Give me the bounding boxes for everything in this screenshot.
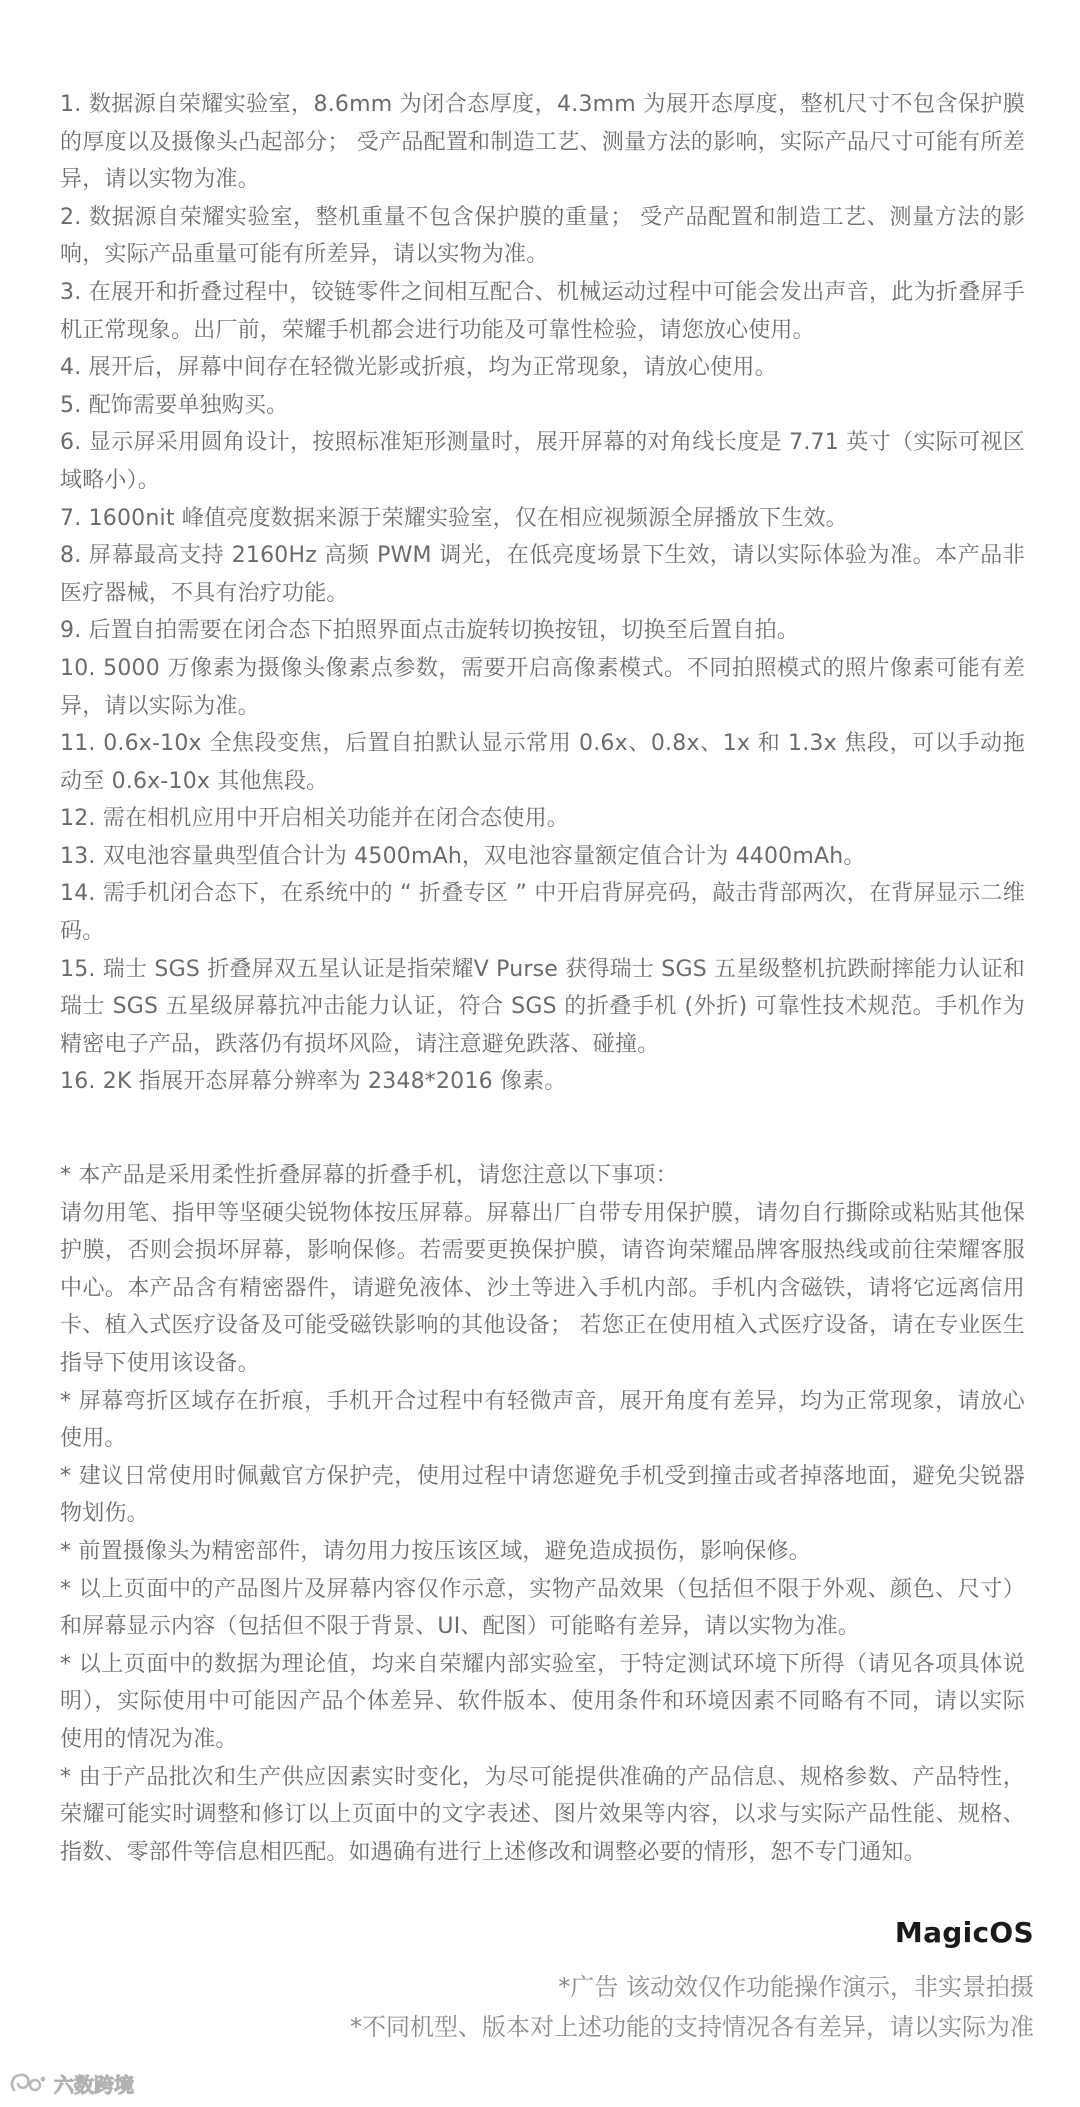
note-item: 5. 配饰需要单独购买。 xyxy=(60,392,289,418)
numbered-notes xyxy=(60,86,1025,1101)
precautions-section xyxy=(60,1157,1025,1871)
precaution-item: * 建议日常使用时佩戴官方保护壳，使用过程中请您避免手机受到撞击或者掉落地面，避免尖锐器物划伤。 xyxy=(60,1463,1025,1527)
support-notice: *不同机型、版本对上述功能的支持情况各有差异，请以实际为准 xyxy=(350,2013,1034,2041)
note-item: 6. 显示屏采用圆角设计，按照标准矩形测量时，展开屏幕的对角线长度是 7.71 英寸（实际可视区域略小）。 xyxy=(60,430,1025,493)
watermark xyxy=(8,2068,134,2098)
note-item: 8. 屏幕最高支持 2160Hz 高频 PWM 调光，在低亮度场景下生效，请以实际体验为准。本产品非医疗器械，不具有治疗功能。 xyxy=(60,543,1025,606)
footer-disclaimers xyxy=(350,1967,1034,2047)
precaution-item: * 以上页面中的数据为理论值，均来自荣耀内部实验室，于特定测试环境下所得（请见各项具体说明），实际使用中可能因产品个体差异、软件版本、使用条件和环境因素不同略有不同，请以实际使用的情况为准。 xyxy=(60,1651,1025,1752)
note-item: 4. 展开后，屏幕中间存在轻微光影或折痕，均为正常现象，请放心使用。 xyxy=(60,355,777,381)
precaution-item: * 前置摄像头为精密部件，请勿用力按压该区域，避免造成损伤，影响保修。 xyxy=(60,1538,811,1564)
disclaimer-content xyxy=(60,86,1025,1871)
precaution-item: * 由于产品批次和生产供应因素实时变化，为尽可能提供准确的产品信息、规格参数、产品特性，荣耀可能实时调整和修订以上页面中的文字表述、图片效果等内容，以求与实际产品性能、规格、指数、零部件等信息相匹配。如遇确有进行上述修改和调整必要的情形，恕不专门通知。 xyxy=(60,1764,1025,1865)
note-item: 15. 瑞士 SGS 折叠屏双五星认证是指荣耀V Purse 获得瑞士 SGS 五星级整机抗跌耐摔能力认证和瑞士 SGS 五星级屏幕抗冲击能力认证，符合 SGS 的折叠手机 (外折) 可靠性技术规范。手机作为精密电子产品，跌落仍有损坏风险，请注意避免跌落、碰撞。 xyxy=(60,956,1025,1057)
note-item: 12. 需在相机应用中开启相关功能并在闭合态使用。 xyxy=(60,806,569,832)
precaution-item: * 屏幕弯折区域存在折痕，手机开合过程中有轻微声音，展开角度有差异，均为正常现象，请放心使用。 xyxy=(60,1388,1025,1452)
note-item: 3. 在展开和折叠过程中，铰链零件之间相互配合、机械运动过程中可能会发出声音，此为折叠屏手机正常现象。出厂前，荣耀手机都会进行功能及可靠性检验，请您放心使用。 xyxy=(60,279,1025,343)
note-item: 11. 0.6x-10x 全焦段变焦，后置自拍默认显示常用 0.6x、0.8x、1x 和 1.3x 焦段，可以手动拖动至 0.6x-10x 其他焦段。 xyxy=(60,731,1025,794)
note-item: 10. 5000 万像素为摄像头像素点参数，需要开启高像素模式。不同拍照模式的照片像素可能有差异，请以实际为准。 xyxy=(60,655,1025,719)
ad-notice: *广告 该动效仅作功能操作演示，非实景拍摄 xyxy=(558,1973,1034,2001)
note-item: 16. 2K 指展开态屏幕分辨率为 2348*2016 像素。 xyxy=(60,1069,567,1095)
precaution-heading: * 本产品是采用柔性折叠屏幕的折叠手机，请您注意以下事项： xyxy=(60,1163,678,1189)
note-item: 14. 需手机闭合态下，在系统中的 “ 折叠专区 ” 中开启背屏亮码，敲击背部两次，在背屏显示二维码。 xyxy=(60,881,1025,945)
note-item: 9. 后置自拍需要在闭合态下拍照界面点击旋转切换按钮，切换至后置自拍。 xyxy=(60,618,799,644)
magicos-logo: MagicOS xyxy=(894,1916,1034,1949)
watermark-logo-icon xyxy=(8,2070,48,2096)
note-item: 2. 数据源自荣耀实验室，整机重量不包含保护膜的重量； 受产品配置和制造工艺、测量方法的影响，实际产品重量可能有所差异，请以实物为准。 xyxy=(60,204,1025,268)
precaution-item: 请勿用笔、指甲等坚硬尖锐物体按压屏幕。屏幕出厂自带专用保护膜，请勿自行撕除或粘贴其他保护膜，否则会损坏屏幕，影响保修。若需要更换保护膜，请咨询荣耀品牌客服热线或前往荣耀客服中心。本产品含有精密器件，请避免液体、沙土等进入手机内部。手机内含磁铁，请将它远离信用卡、植入式医疗设备及可能受磁铁影响的其他设备； 若您正在使用植入式医疗设备，请在专业医生指导下使用该设备。 xyxy=(60,1200,1025,1376)
note-item: 13. 双电池容量典型值合计为 4500mAh，双电池容量额定值合计为 4400mAh。 xyxy=(60,843,866,869)
note-item: 7. 1600nit 峰值亮度数据来源于荣耀实验室，仅在相应视频源全屏播放下生效。 xyxy=(60,505,848,531)
note-item: 1. 数据源自荣耀实验室，8.6mm 为闭合态厚度，4.3mm 为展开态厚度，整机尺寸不包含保护膜的厚度以及摄像头凸起部分； 受产品配置和制造工艺、测量方法的影响，实际产品尺寸可能有所差异，请以实物为准。 xyxy=(60,92,1025,193)
watermark-text: 六数跨境 xyxy=(54,2072,134,2097)
precaution-item: * 以上页面中的产品图片及屏幕内容仅作示意，实物产品效果（包括但不限于外观、颜色、尺寸）和屏幕显示内容（包括但不限于背景、UI、配图）可能略有差异，请以实物为准。 xyxy=(60,1576,1025,1640)
